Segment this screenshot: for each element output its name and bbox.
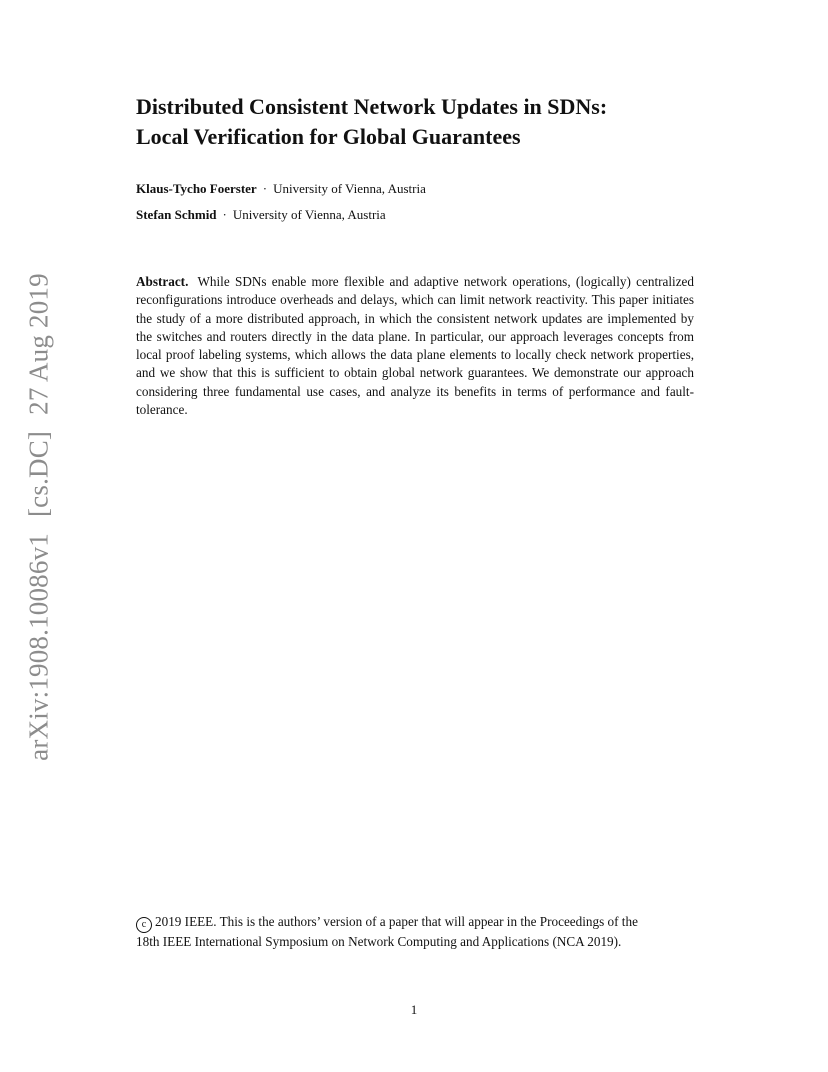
copyright-line-1: [136, 913, 696, 933]
author-affiliation: University of Vienna, Austria: [273, 181, 426, 196]
title-line-2: Local Verification for Global Guarantees: [136, 124, 521, 149]
author-2: [136, 207, 386, 223]
copyright-notice: [136, 913, 696, 952]
arxiv-id: arXiv:1908.10086v1: [23, 533, 54, 761]
arxiv-stamp: [24, 273, 55, 761]
abstract-text: While SDNs enable more flexible and adaptive network operations, (logically) centralized reconfigurations introduce overheads and delays, which can limit network reactivity. This paper initiates the study of a more distributed approach, in which the consistent network updates are implemented by the switches and routers directly in the data plane. In particular, our approach leverages concepts from local proof labeling systems, which allows the data plane elements to locally check network properties, and we show that this is sufficient to obtain global network guarantees. We demonstrate our approach considering three fundamental use cases, and analyze its benefits in terms of performance and fault-tolerance.: [136, 274, 695, 418]
paper-title: [136, 92, 716, 152]
author-separator: ·: [222, 207, 227, 222]
page-number: 1: [410, 1002, 418, 1017]
copyright-icon: c: [136, 917, 152, 933]
author-name: Klaus-Tycho Foerster: [136, 181, 257, 196]
abstract-label: Abstract.: [136, 274, 189, 289]
author-1: [136, 181, 426, 197]
author-separator: ·: [262, 181, 268, 196]
arxiv-date: 27 Aug 2019: [23, 273, 54, 415]
abstract: [136, 273, 694, 419]
author-affiliation: University of Vienna, Austria: [232, 207, 386, 222]
author-name: Stefan Schmid: [136, 207, 217, 222]
title-line-1: Distributed Consistent Network Updates in SDNs:: [136, 94, 608, 119]
copyright-text-1: 2019 IEEE. This is the authors’ version of a paper that will appear in the Proceedings of the: [155, 914, 638, 929]
copyright-line-2: 18th IEEE International Symposium on Network Computing and Applications (NCA 2019).: [136, 934, 622, 949]
arxiv-category: [cs.DC]: [23, 430, 54, 518]
